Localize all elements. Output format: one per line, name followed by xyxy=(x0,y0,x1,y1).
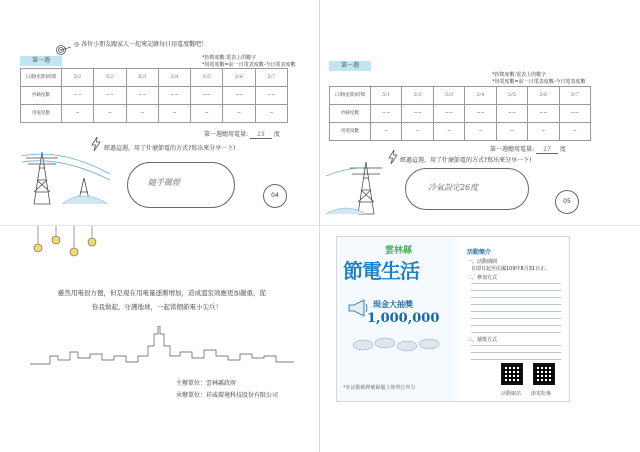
handwritten-cell: ~ xyxy=(255,105,287,123)
organizer-text: 主辦單位：雲林縣政府 xyxy=(176,380,237,387)
handwritten-cell: ~ xyxy=(528,123,559,141)
handwritten-cell: ~ xyxy=(496,123,527,141)
row-label: 抄錶度數 xyxy=(330,105,371,123)
handwritten-cell: ~ xyxy=(402,123,433,141)
note-meter-reading-left: *抄錶度數:電表上的數字 xyxy=(202,55,257,61)
executor-text: 承辦單位：祥威環境科技股份有限公司 xyxy=(176,392,279,399)
power-tower-illustration xyxy=(326,158,406,220)
info-heading-join: 二、參加方式 xyxy=(467,275,498,281)
handwritten-date: 5/2 xyxy=(402,87,433,105)
note-usage-formula-right: *用電度數=前一日電表度數-今日電表度數 xyxy=(492,79,586,85)
handwritten-cell: ~ xyxy=(191,105,223,123)
handwritten-cell: ~~ xyxy=(433,105,464,123)
info-title: 活動簡介 xyxy=(467,249,492,256)
row-label: 日期(星期)時間 xyxy=(330,87,371,105)
usage-table-left xyxy=(20,68,288,123)
question-text-left: 經過這週，用了什麼節電的方式?寫出來分享一下! xyxy=(104,145,236,152)
note-meter-reading-right: *抄錶度數:電表上的數字 xyxy=(492,72,547,78)
question-text-right: 經過這週，用了什麼節電的方式?寫出來分享一下! xyxy=(400,157,532,164)
handwritten-cell: ~ xyxy=(371,123,402,141)
handwritten-cell: ~~ xyxy=(94,87,126,105)
table-row-date xyxy=(21,69,288,87)
handwritten-cell: ~ xyxy=(126,105,158,123)
info-period-text: 自即日起至民國109年8月31日止。 xyxy=(471,266,551,272)
qr-code-fanpage xyxy=(533,363,555,385)
handwritten-date: 5/6 xyxy=(528,87,559,105)
qr-caption-website: 活動網站 xyxy=(501,391,522,397)
qr-caption-fanpage: 節電粉專 xyxy=(531,391,552,397)
handwritten-cell: ~~ xyxy=(559,105,590,123)
table-row-usage xyxy=(21,105,288,123)
handwritten-date: 5/2 xyxy=(94,69,126,87)
power-tower-illustration xyxy=(22,148,112,210)
handwritten-answer: 隨手關燈 xyxy=(148,178,180,187)
handwritten-cell: ~ xyxy=(223,105,255,123)
page-number-left: 04 xyxy=(263,184,287,208)
table-row-reading xyxy=(330,105,591,123)
row-label: 日期(星期)時間 xyxy=(21,69,62,87)
week-tab-right: 第一週 xyxy=(329,61,371,71)
handwritten-cell: ~~ xyxy=(223,87,255,105)
instruction-text: ◎ 各位小朋友跟家人一起來記錄每日用電度數吧！ xyxy=(74,41,208,48)
page-number-right: 05 xyxy=(555,190,579,214)
coins-illustration xyxy=(351,335,447,357)
weekly-total-value: 15 xyxy=(250,131,272,139)
note-usage-formula-left: *用電度數=前一日電表度數-今日電表度數 xyxy=(202,62,296,68)
info-heading-period: 一、活動期間 xyxy=(467,259,498,265)
weekly-total-value: 17 xyxy=(536,146,558,154)
campaign-flyer xyxy=(336,236,570,402)
handwritten-answer: 冷氣設定26度 xyxy=(428,183,479,192)
unit-label: 度 xyxy=(559,146,566,153)
handwritten-date: 5/3 xyxy=(433,87,464,105)
row-label: 用電度數 xyxy=(330,123,371,141)
weekly-total-right xyxy=(490,146,566,154)
handwritten-date: 5/5 xyxy=(496,87,527,105)
handwritten-cell: ~ xyxy=(559,123,590,141)
handwritten-date: 5/5 xyxy=(191,69,223,87)
unit-label: 度 xyxy=(273,131,280,138)
handwritten-date: 5/7 xyxy=(255,69,287,87)
city-skyline-illustration xyxy=(30,326,294,370)
brand-county-text: 雲林縣 xyxy=(385,246,413,256)
answer-cloud-right xyxy=(405,168,529,210)
handwritten-date: 5/1 xyxy=(371,87,402,105)
handwritten-cell: ~~ xyxy=(371,105,402,123)
footer-note: *本活動解釋權歸屬主辦單位所有 xyxy=(343,385,416,391)
brand-title: 節電生活 xyxy=(343,259,419,283)
handwritten-cell: ~ xyxy=(465,123,496,141)
handwritten-cell: ~ xyxy=(94,105,126,123)
handwritten-cell: ~ xyxy=(433,123,464,141)
handwritten-cell: ~ xyxy=(158,105,190,123)
weekly-total-label: 第一週總用電量: xyxy=(490,146,535,153)
handwritten-cell: ~~ xyxy=(402,105,433,123)
row-label: 用電度數 xyxy=(21,105,62,123)
handwritten-date: 5/1 xyxy=(62,69,94,87)
handwritten-cell: ~~ xyxy=(191,87,223,105)
info-join-body xyxy=(471,283,561,335)
usage-table-right xyxy=(329,86,591,141)
weekly-total-left xyxy=(204,131,280,139)
handwritten-cell: ~~ xyxy=(158,87,190,105)
message-line-1: 雖然用電很方便，但是現在用電量逐漸增加，造成溫室效應更加嚴重，從 xyxy=(58,289,266,297)
table-row-usage xyxy=(330,123,591,141)
hanging-bulbs-illustration xyxy=(30,226,110,266)
message-line-2: 你我做起，守護地球，一起當個節電小尖兵！ xyxy=(92,303,222,311)
handwritten-cell: ~~ xyxy=(62,87,94,105)
handwritten-cell: ~~ xyxy=(255,87,287,105)
handwritten-cell: ~~ xyxy=(528,105,559,123)
handwritten-date: 5/3 xyxy=(126,69,158,87)
info-heading-draw: 三、抽獎方式 xyxy=(467,337,498,343)
handwritten-cell: ~~ xyxy=(496,105,527,123)
table-row-reading xyxy=(21,87,288,105)
info-draw-body xyxy=(471,345,561,365)
table-row-date xyxy=(330,87,591,105)
handwritten-date: 5/4 xyxy=(465,87,496,105)
week-tab-left: 第一週 xyxy=(20,56,62,66)
handwritten-date: 5/6 xyxy=(223,69,255,87)
prize-label: 現金大抽獎 xyxy=(373,300,413,309)
weekly-total-label: 第一週總用電量: xyxy=(204,131,249,138)
answer-cloud-left xyxy=(127,162,235,208)
handwritten-cell: ~~ xyxy=(126,87,158,105)
handwritten-date: 5/7 xyxy=(559,87,590,105)
qr-code-website xyxy=(501,363,523,385)
prize-amount: 1,000,000 xyxy=(367,311,440,326)
megaphone-icon xyxy=(347,299,369,321)
row-label: 抄錶度數 xyxy=(21,87,62,105)
handwritten-cell: ~ xyxy=(62,105,94,123)
handwritten-date: 5/4 xyxy=(158,69,190,87)
page-fold-vertical xyxy=(319,0,320,452)
handwritten-cell: ~~ xyxy=(465,105,496,123)
